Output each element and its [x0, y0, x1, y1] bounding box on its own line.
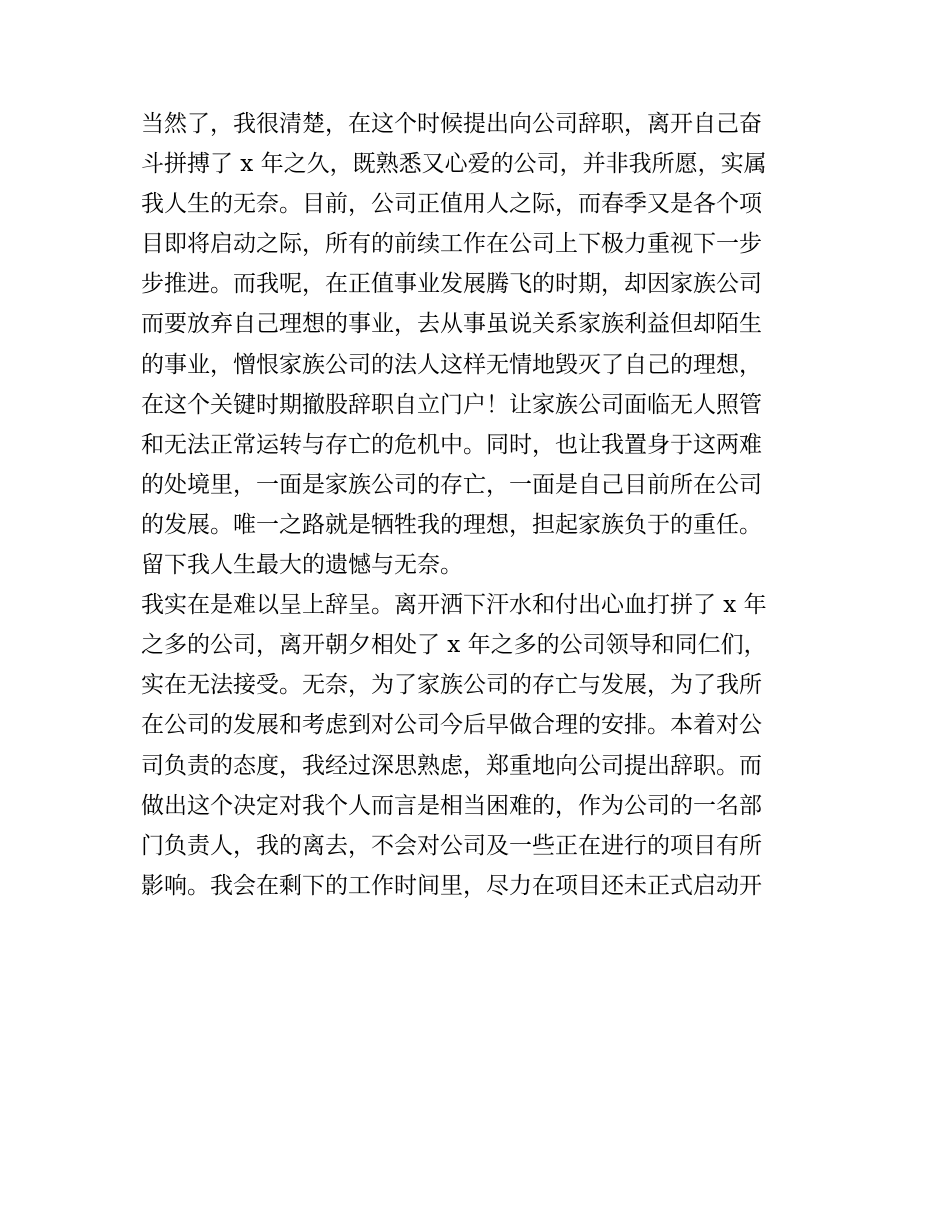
text-line: 在公司的发展和考虑到对公司今后早做合理的安排。本着对公	[141, 712, 762, 739]
resignation-letter-text	[141, 104, 821, 906]
text-line: 斗拼搏了 x 年之久，既熟悉又心爱的公司，并非我所愿，实属	[141, 151, 767, 178]
text-line: 我人生的无奈。目前，公司正值用人之际，而春季又是各个项	[141, 191, 762, 218]
text-line: 目即将启动之际，所有的前续工作在公司上下极力重视下一步	[141, 231, 762, 258]
text-line: 的事业，憎恨家族公司的法人这样无情地毁灭了自己的理想，	[141, 351, 762, 378]
text-line: 的处境里，一面是家族公司的存亡，一面是自己目前所在公司	[141, 471, 762, 498]
text-line: 当然了，我很清楚，在这个时候提出向公司辞职，离开自己奋	[141, 111, 762, 137]
text-line: 做出这个决定对我个人而言是相当困难的，作为公司的一名部	[141, 792, 762, 819]
text-line: 影响。我会在剩下的工作时间里，尽力在项目还未正式启动开	[141, 872, 762, 899]
text-line: 门负责人，我的离去，不会对公司及一些正在进行的项目有所	[141, 832, 762, 859]
text-line: 步推进。而我呢，在正值事业发展腾飞的时期，却因家族公司	[141, 271, 762, 298]
text-line: 和无法正常运转与存亡的危机中。同时，也让我置身于这两难	[141, 431, 762, 458]
text-line: 留下我人生最大的遗憾与无奈。	[141, 552, 463, 579]
text-line: 在这个关键时期撤股辞职自立门户！让家族公司面临无人照管	[141, 391, 762, 418]
text-line: 而要放弃自己理想的事业，去从事虽说关系家族利益但却陌生	[141, 311, 762, 338]
text-line: 的发展。唯一之路就是牺牲我的理想，担起家族负于的重任。	[141, 511, 762, 538]
text-line: 之多的公司，离开朝夕相处了 x 年之多的公司领导和同仁们，	[141, 632, 767, 659]
text-line: 实在无法接受。无奈，为了家族公司的存亡与发展，为了我所	[141, 672, 762, 699]
text-line: 我实在是难以呈上辞呈。离开洒下汗水和付出心血打拼了 x 年	[141, 592, 767, 619]
text-line: 司负责的态度，我经过深思熟虑，郑重地向公司提出辞职。而	[141, 752, 762, 779]
